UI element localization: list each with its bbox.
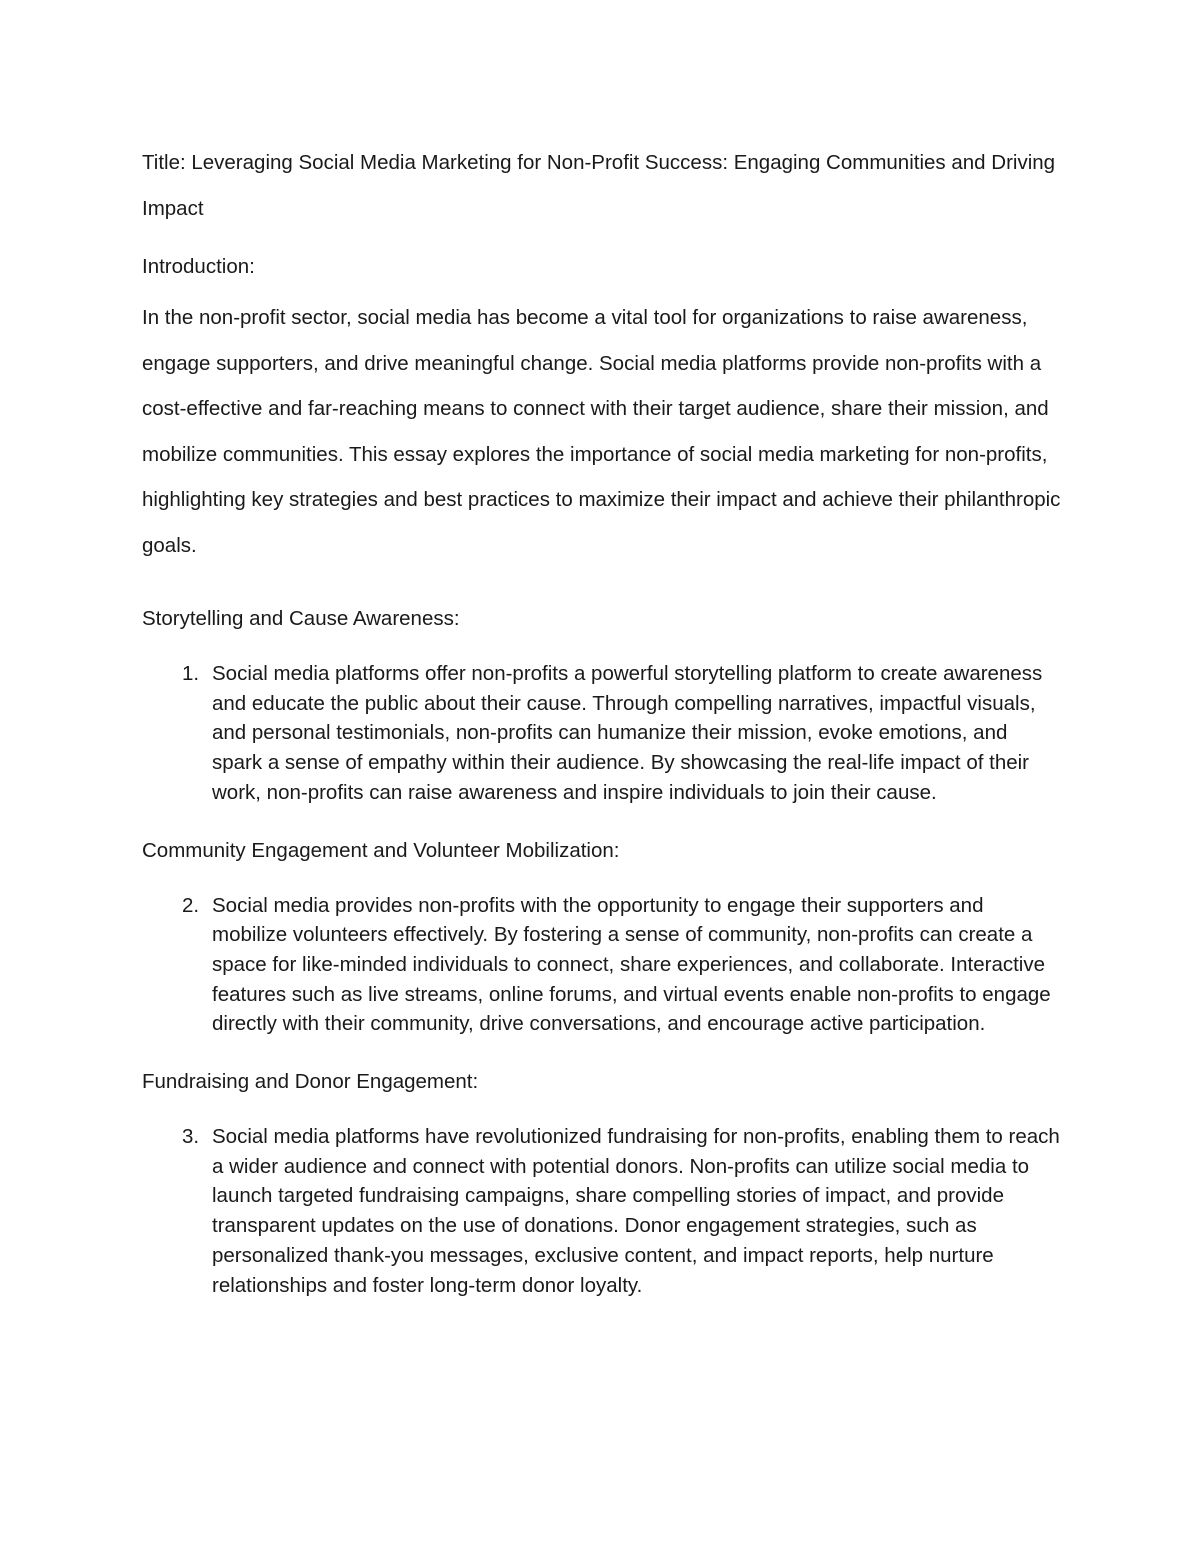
section-heading-storytelling: Storytelling and Cause Awareness: [142, 607, 460, 630]
section-heading-fundraising: Fundraising and Donor Engagement: [142, 1070, 479, 1094]
list-item-text: Social media platforms offer non-profits a powerful storytelling platform to create awareness and educate the public about their cause. Through compelling narratives, impactful visuals, and personal testimonials, non-profits can humanize their mission, evoke emotions, and spark a sense of empathy within their audience. By showcasing the real-life impact of their work, non-profits can raise awareness and inspire individuals to join their cause. [212, 662, 1043, 804]
list-item-1 [142, 659, 1062, 808]
list-item-3 [142, 1122, 1062, 1300]
list-item-2 [142, 891, 1062, 1040]
introduction-paragraph: In the non-profit sector, social media has become a vital tool for organizations to raise awareness, engage supporters, and drive meaningful change. Social media platforms provide non-profits with a cost-effective and far-reaching means to connect with their target audience, share their mission, and mobilize communities. This essay explores the importance of social media marketing for non-profits, highlighting key strategies and best practices to maximize their impact and achieve their philanthropic goals. [142, 306, 1061, 557]
list-number: 1. [182, 662, 200, 685]
list-number: 2. [182, 893, 200, 917]
introduction-heading: Introduction: [142, 255, 255, 278]
list-item-text: Social media platforms have revolutionized fundraising for non-profits, enabling them to reach a wider audience and connect with potential donors. Non-profits can utilize social media to launch targeted fundraising campaigns, share compelling stories of impact, and provide transparent updates on the use of donations. Donor engagement strategies, such as personalized thank-you messages, exclusive content, and impact reports, help nurture relationships and foster long-term donor loyalty. [212, 1125, 1060, 1297]
list-item-text: Social media provides non-profits with the opportunity to engage their supporters and mobilize volunteers effectively. By fostering a sense of community, non-profits can create a space for like-minded individuals to connect, share experiences, and collaborate. Interactive features such as live streams, online forums, and virtual events enable non-profits to engage directly with their community, drive conversations, and encourage active participation. [212, 893, 1051, 1036]
document-page [142, 140, 1062, 1300]
section-heading-community: Community Engagement and Volunteer Mobilization: [142, 838, 620, 862]
document-title: Title: Leveraging Social Media Marketing for Non-Profit Success: Engaging Communities and Driving Impact [142, 151, 1056, 220]
list-number: 3. [182, 1125, 200, 1149]
